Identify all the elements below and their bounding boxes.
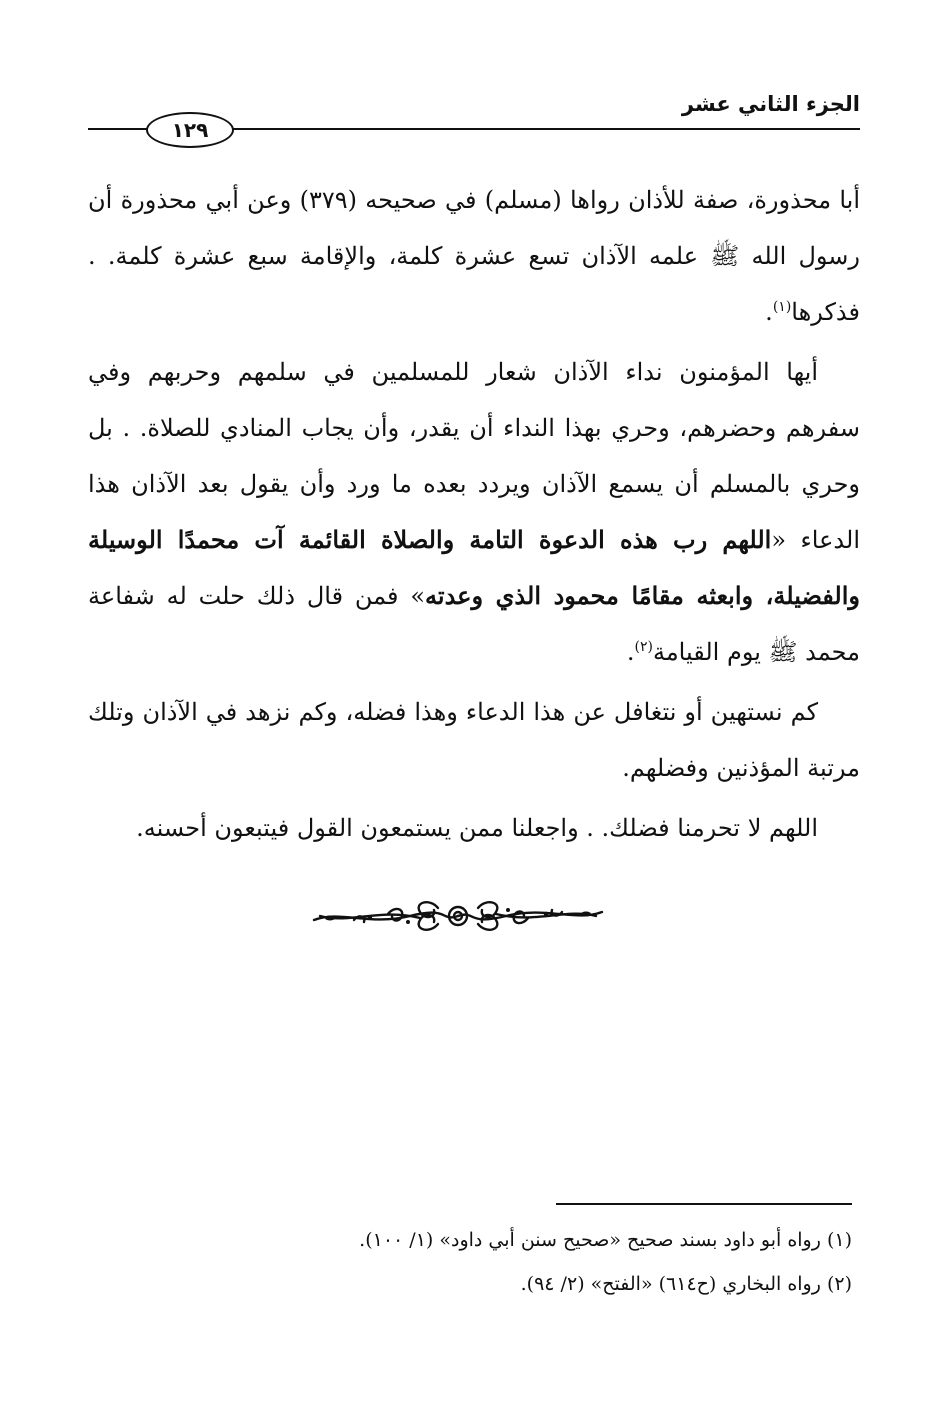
paragraph-1	[88, 172, 860, 340]
paragraph-3: كم نستهين أو نتغافل عن هذا الدعاء وهذا فضله، وكم نزهد في الآذان وتلك مرتبة المؤذنين وفضلهم.	[88, 698, 860, 782]
paragraph-1-line-3: فذكرها	[791, 298, 860, 326]
footnote-rule	[556, 1203, 852, 1205]
footnote-ref-2: (٢)	[634, 639, 653, 655]
paragraph-2-start: أيها المؤمنون نداء الآذان شعار للمسلمين في سلمهم وحربهم وفي سفرهم وحضرهم، وحري بهذا النداء أن يقدر، وأن يجاب المنادي للصلاة. . بل وحري بالمسلم أن يسمع الآذان ويردد بعده ما ورد وأن يقول بعد الآذان هذا الدعاء «	[88, 358, 860, 554]
paragraph-2	[88, 344, 860, 680]
main-text	[88, 172, 860, 860]
footnote-1: (١) رواه أبو داود بسند صحيح «صحيح سنن أبي داود» (١/ ١٠٠).	[359, 1229, 852, 1251]
paragraph-4: اللهم لا تحرمنا فضلك. . واجعلنا ممن يستمعون القول فيتبعون أحسنه.	[136, 814, 818, 842]
footnotes	[152, 1218, 852, 1306]
page-number-badge: ١٢٩	[146, 112, 234, 148]
paragraph-1-end: .	[765, 298, 773, 326]
decorative-scroll-divider-icon	[310, 896, 606, 936]
paragraph-1-line-2: أن رسول الله ﷺ علمه الآذان تسع عشرة كلمة، والإقامة سبع عشرة كلمة. .	[88, 186, 860, 270]
footnote-ref-1: (١)	[772, 299, 792, 315]
paragraph-1-line-1: أبا محذورة، صفة للأذان رواها (مسلم) في صحيحه (٣٧٩) وعن أبي محذورة	[120, 186, 860, 214]
paragraph-2-middle: » فمن قال ذلك حلت له شفاعة محمد ﷺ يوم القيامة	[88, 582, 860, 666]
footnote-2: (٢) رواه البخاري (ح٦١٤) «الفتح» (٢/ ٩٤).	[520, 1273, 852, 1295]
dua-quote: اللهم رب هذه الدعوة التامة والصلاة القائمة آت محمدًا الوسيلة والفضيلة، وابعثه مقامًا محمود الذي وعدته	[88, 525, 860, 610]
paragraph-2-end: .	[626, 638, 635, 666]
running-title: الجزء الثاني عشر	[681, 92, 860, 116]
